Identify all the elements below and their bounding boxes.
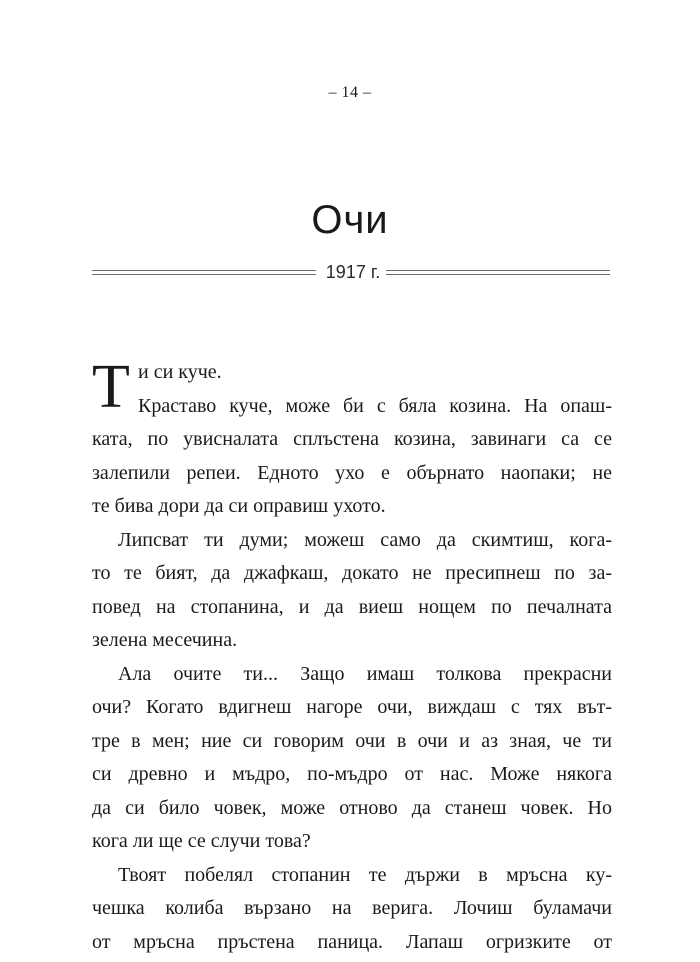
text-line: Твоят побелял стопанин те държи в мръсна ку- xyxy=(118,863,612,886)
text-line: те бива дори да си оправиш ухото. xyxy=(92,495,386,517)
story-text xyxy=(92,353,612,959)
page-number: – 14 – xyxy=(328,84,372,101)
text-line: да си било човек, може отново да станеш човек. Но xyxy=(92,796,612,819)
divider-rule-left xyxy=(92,270,316,275)
text-line: Краставо куче, може би с бяла козина. На опаш- xyxy=(138,394,612,417)
text-line: кога ли ще се случи това? xyxy=(92,830,311,852)
text-line: зелена месечина. xyxy=(92,629,238,651)
text-line: и си куче. xyxy=(138,361,222,383)
chapter-title: Очи xyxy=(311,198,389,242)
chapter-date-divider xyxy=(92,259,610,285)
chapter-date: 1917 г. xyxy=(325,261,381,282)
text-line: си древно и мъдро, по-мъдро от нас. Може някога xyxy=(92,763,612,785)
text-line: повед на стопанина, и да виеш нощем по печалната xyxy=(92,595,612,618)
divider-rule-right xyxy=(386,270,610,275)
drop-cap: Т xyxy=(92,353,130,421)
text-line: от мръсна пръстена паница. Лапаш огризките от xyxy=(92,930,612,953)
text-line: Липсват ти думи; можеш само да скимтиш, кога- xyxy=(118,528,612,551)
text-line: то те бият, да джафкаш, докато не пресипнеш по за- xyxy=(92,562,612,584)
text-line: залепили репеи. Едното ухо е обърнато наопаки; не xyxy=(92,461,612,484)
text-line: очи? Когато вдигнеш нагоре очи, виждаш с тях вът- xyxy=(92,696,612,718)
text-line: Ала очите ти... Защо имаш толкова прекрасни xyxy=(118,662,612,685)
text-line: чешка колиба вързано на верига. Лочиш буламачи xyxy=(92,897,612,919)
text-line: ката, по увисналата сплъстена козина, завинаги са се xyxy=(92,428,612,450)
text-line: тре в мен; ние си говорим очи в очи и аз зная, че ти xyxy=(92,729,612,752)
